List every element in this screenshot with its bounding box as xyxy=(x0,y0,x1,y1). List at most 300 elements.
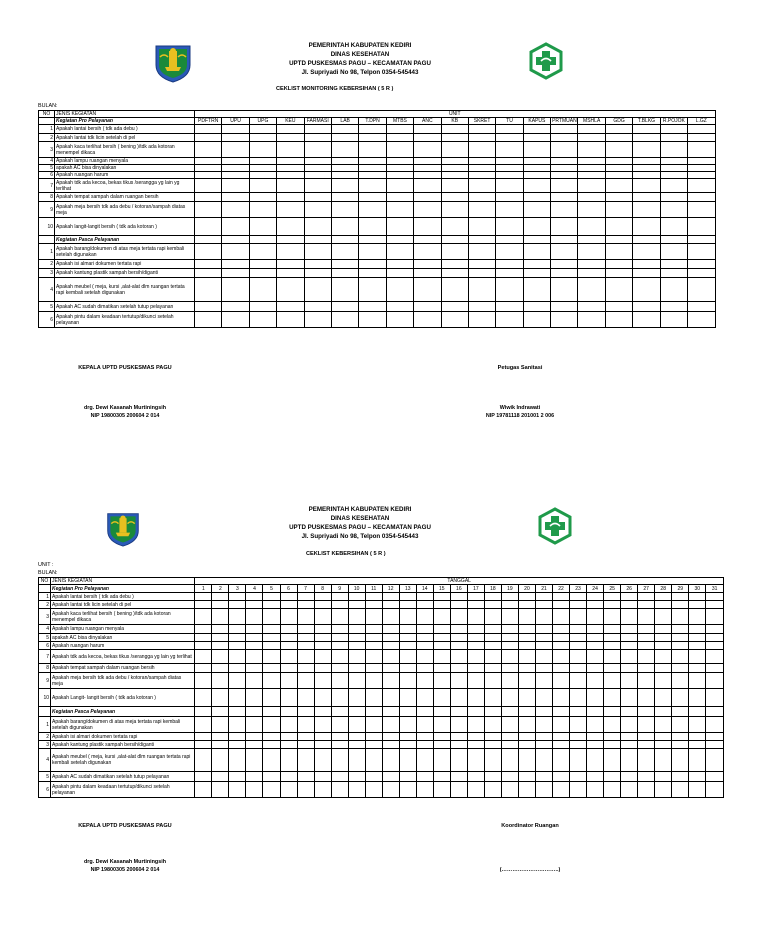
check-cell xyxy=(331,749,348,772)
check-cell xyxy=(638,634,655,642)
check-cell xyxy=(706,650,724,664)
check-cell xyxy=(414,202,441,218)
col-label: 26 xyxy=(621,585,638,593)
form2-title: CEKLIST KEBERSIHAN ( 5 R ) xyxy=(306,551,386,557)
check-cell xyxy=(433,741,450,749)
check-cell xyxy=(348,733,365,741)
check-cell xyxy=(570,772,587,782)
check-cell xyxy=(587,707,604,717)
check-cell xyxy=(263,707,280,717)
check-cell xyxy=(277,179,304,193)
check-cell xyxy=(433,642,450,650)
check-cell xyxy=(551,244,578,260)
check-cell xyxy=(605,202,632,218)
check-cell xyxy=(331,236,358,244)
check-cell xyxy=(359,244,386,260)
check-cell xyxy=(331,782,348,798)
row-activity: Apakah AC sudah dimatikan setelah tutup pelayanan xyxy=(55,302,195,312)
check-cell xyxy=(655,689,672,707)
check-cell xyxy=(382,689,399,707)
check-cell xyxy=(399,609,416,625)
check-cell xyxy=(195,193,222,202)
check-cell xyxy=(633,125,660,134)
kediri-regency-emblem-icon xyxy=(152,43,194,83)
table-row xyxy=(39,664,724,673)
col-label: 21 xyxy=(535,585,552,593)
check-cell xyxy=(414,172,441,179)
row-activity: Apakah barang/dokumen di atas meja tertata rapi kembali setelah digunakan xyxy=(51,717,195,733)
check-cell xyxy=(195,312,222,328)
check-cell xyxy=(633,236,660,244)
check-cell xyxy=(604,782,621,798)
row-activity: Apakah lantai tdk licin setelah di pel xyxy=(55,134,195,142)
check-cell xyxy=(414,236,441,244)
check-cell xyxy=(518,717,535,733)
check-cell xyxy=(331,218,358,236)
check-cell xyxy=(414,269,441,278)
check-cell xyxy=(277,134,304,142)
check-cell xyxy=(450,717,467,733)
check-cell xyxy=(263,642,280,650)
row-activity: Apakah lantai bersih ( tdk ada debu ) xyxy=(55,125,195,134)
check-cell xyxy=(605,312,632,328)
check-cell xyxy=(249,236,276,244)
header-line-1: PEMERINTAH KABUPATEN KEDIRI xyxy=(308,506,412,513)
check-cell xyxy=(416,593,433,601)
check-cell xyxy=(195,601,212,609)
check-cell xyxy=(570,650,587,664)
form1-checklist-table xyxy=(38,110,716,328)
check-cell xyxy=(638,689,655,707)
kediri-regency-emblem-icon xyxy=(104,511,142,547)
check-cell xyxy=(450,782,467,798)
check-cell xyxy=(195,642,212,650)
check-cell xyxy=(314,625,331,634)
check-cell xyxy=(484,689,501,707)
check-cell xyxy=(621,642,638,650)
check-cell xyxy=(382,749,399,772)
check-cell xyxy=(414,278,441,302)
table-row xyxy=(39,244,716,260)
check-cell xyxy=(660,193,687,202)
check-cell xyxy=(304,260,331,269)
check-cell xyxy=(638,707,655,717)
col-label: 30 xyxy=(689,585,706,593)
col-label: 13 xyxy=(399,585,416,593)
check-cell xyxy=(246,707,263,717)
check-cell xyxy=(672,689,689,707)
check-cell xyxy=(633,158,660,165)
col-jenis-header: JENIS KEGIATAN xyxy=(51,578,195,585)
check-cell xyxy=(399,717,416,733)
row-number: 1 xyxy=(39,244,55,260)
check-cell xyxy=(277,125,304,134)
check-cell xyxy=(433,707,450,717)
check-cell xyxy=(660,172,687,179)
check-cell xyxy=(195,673,212,689)
check-cell xyxy=(359,142,386,158)
col-label: ANC xyxy=(414,118,441,125)
check-cell xyxy=(706,733,724,741)
check-cell xyxy=(655,707,672,717)
check-cell xyxy=(450,609,467,625)
check-cell xyxy=(359,302,386,312)
check-cell xyxy=(433,650,450,664)
table-row xyxy=(39,165,716,172)
row-number: 3 xyxy=(39,142,55,158)
check-cell xyxy=(229,689,246,707)
check-cell xyxy=(331,741,348,749)
check-cell xyxy=(331,772,348,782)
check-cell xyxy=(706,772,724,782)
check-cell xyxy=(570,642,587,650)
col-group-header: UNIT xyxy=(195,111,716,118)
check-cell xyxy=(365,741,382,749)
check-cell xyxy=(496,134,523,142)
check-cell xyxy=(195,689,212,707)
check-cell xyxy=(263,741,280,749)
check-cell xyxy=(304,278,331,302)
check-cell xyxy=(484,601,501,609)
header-line-4: Jl. Supriyadi No 98, Telpon 0354-545443 xyxy=(301,69,419,76)
check-cell xyxy=(496,236,523,244)
check-cell xyxy=(441,244,468,260)
col-label: 24 xyxy=(587,585,604,593)
check-cell xyxy=(467,664,484,673)
check-cell xyxy=(359,278,386,302)
check-cell xyxy=(441,165,468,172)
row-activity: Apakah tdk ada kecoa, bekas tikus /serangga yg lain yg terlihat xyxy=(55,179,195,193)
check-cell xyxy=(587,593,604,601)
check-cell xyxy=(655,749,672,772)
check-cell xyxy=(518,593,535,601)
check-cell xyxy=(535,609,552,625)
col-no-header: NO xyxy=(39,578,51,585)
row-number: 5 xyxy=(39,634,51,642)
check-cell xyxy=(441,202,468,218)
check-cell xyxy=(672,601,689,609)
row-activity: Apakah kantung plastik sampah bersih/diganti xyxy=(55,269,195,278)
table-row xyxy=(39,634,724,642)
table-row xyxy=(39,172,716,179)
check-cell xyxy=(314,733,331,741)
check-cell xyxy=(304,125,331,134)
col-group-header: TANGGAL xyxy=(195,578,724,585)
check-cell xyxy=(365,650,382,664)
row-number: 1 xyxy=(39,125,55,134)
check-cell xyxy=(523,193,550,202)
header-row xyxy=(39,578,724,585)
check-cell xyxy=(689,689,706,707)
check-cell xyxy=(672,717,689,733)
check-cell xyxy=(518,689,535,707)
check-cell xyxy=(246,664,263,673)
check-cell xyxy=(416,673,433,689)
form2-unit-label: UNIT : xyxy=(38,562,54,568)
check-cell xyxy=(246,749,263,772)
check-cell xyxy=(277,302,304,312)
col-label: 23 xyxy=(570,585,587,593)
check-cell xyxy=(433,673,450,689)
check-cell xyxy=(277,260,304,269)
check-cell xyxy=(518,634,535,642)
check-cell xyxy=(399,601,416,609)
check-cell xyxy=(468,165,495,172)
col-label: L.GZ xyxy=(688,118,716,125)
check-cell xyxy=(386,165,413,172)
check-cell xyxy=(331,142,358,158)
check-cell xyxy=(249,260,276,269)
check-cell xyxy=(359,269,386,278)
check-cell xyxy=(604,642,621,650)
check-cell xyxy=(331,717,348,733)
row-number: 6 xyxy=(39,172,55,179)
check-cell xyxy=(688,278,716,302)
table-row xyxy=(39,125,716,134)
check-cell xyxy=(314,782,331,798)
check-cell xyxy=(535,642,552,650)
check-cell xyxy=(468,236,495,244)
col-label: 25 xyxy=(604,585,621,593)
check-cell xyxy=(501,593,518,601)
table-row xyxy=(39,158,716,165)
check-cell xyxy=(518,601,535,609)
check-cell xyxy=(386,142,413,158)
check-cell xyxy=(689,634,706,642)
check-cell xyxy=(280,717,297,733)
row-activity: Apakah kaca terlihat bersih ( bening )/tdk ada kotoran menempel dikaca xyxy=(55,142,195,158)
check-cell xyxy=(468,142,495,158)
row-activity: Apakah pintu dalam keadaan tertutup/dikunci setelah pelayanan xyxy=(55,312,195,328)
check-cell xyxy=(688,236,716,244)
check-cell xyxy=(578,312,605,328)
check-cell xyxy=(386,302,413,312)
check-cell xyxy=(655,673,672,689)
table-row xyxy=(39,202,716,218)
table-row xyxy=(39,772,724,782)
check-cell xyxy=(570,625,587,634)
check-cell xyxy=(660,142,687,158)
table-row xyxy=(39,609,724,625)
col-label: 20 xyxy=(518,585,535,593)
check-cell xyxy=(249,244,276,260)
check-cell xyxy=(246,733,263,741)
puskesmas-cross-icon xyxy=(536,507,574,545)
check-cell xyxy=(331,707,348,717)
check-cell xyxy=(416,650,433,664)
check-cell xyxy=(414,193,441,202)
check-cell xyxy=(365,707,382,717)
table-row xyxy=(39,218,716,236)
check-cell xyxy=(314,749,331,772)
check-cell xyxy=(578,244,605,260)
check-cell xyxy=(246,625,263,634)
check-cell xyxy=(441,158,468,165)
check-cell xyxy=(331,312,358,328)
check-cell xyxy=(212,741,229,749)
check-cell xyxy=(359,312,386,328)
check-cell xyxy=(501,689,518,707)
row-number: 2 xyxy=(39,260,55,269)
check-cell xyxy=(484,634,501,642)
check-cell xyxy=(605,260,632,269)
row-activity: apakah AC bisa dinyalakan xyxy=(55,165,195,172)
check-cell xyxy=(706,707,724,717)
check-cell xyxy=(553,609,570,625)
check-cell xyxy=(706,673,724,689)
check-cell xyxy=(331,179,358,193)
check-cell xyxy=(578,218,605,236)
check-cell xyxy=(501,650,518,664)
check-cell xyxy=(348,673,365,689)
check-cell xyxy=(399,733,416,741)
check-cell xyxy=(195,733,212,741)
col-label: FARMASI xyxy=(304,118,331,125)
check-cell xyxy=(331,278,358,302)
check-cell xyxy=(706,664,724,673)
check-cell xyxy=(523,172,550,179)
check-cell xyxy=(468,172,495,179)
check-cell xyxy=(277,165,304,172)
empty-cell xyxy=(39,118,55,125)
check-cell xyxy=(468,260,495,269)
check-cell xyxy=(578,165,605,172)
check-cell xyxy=(249,134,276,142)
check-cell xyxy=(604,664,621,673)
check-cell xyxy=(195,179,222,193)
section-pasca-label: Kegiatan Pasca Pelayanan xyxy=(51,707,195,717)
row-activity: Apakah lampu ruangan menyala xyxy=(51,625,195,634)
check-cell xyxy=(551,218,578,236)
check-cell xyxy=(365,673,382,689)
col-label: LAB xyxy=(331,118,358,125)
check-cell xyxy=(501,625,518,634)
check-cell xyxy=(467,717,484,733)
check-cell xyxy=(570,741,587,749)
letterhead xyxy=(230,41,490,77)
check-cell xyxy=(660,260,687,269)
col-label: 28 xyxy=(655,585,672,593)
check-cell xyxy=(229,609,246,625)
check-cell xyxy=(688,158,716,165)
check-cell xyxy=(518,707,535,717)
check-cell xyxy=(382,664,399,673)
check-cell xyxy=(249,193,276,202)
check-cell xyxy=(297,689,314,707)
check-cell xyxy=(229,707,246,717)
check-cell xyxy=(314,642,331,650)
check-cell xyxy=(222,179,249,193)
form2-sign-right-blank: (…………………………..) xyxy=(499,867,561,873)
check-cell xyxy=(501,772,518,782)
check-cell xyxy=(523,278,550,302)
check-cell xyxy=(280,673,297,689)
check-cell xyxy=(229,664,246,673)
check-cell xyxy=(441,302,468,312)
empty-cell xyxy=(39,585,51,593)
check-cell xyxy=(535,749,552,772)
check-cell xyxy=(195,125,222,134)
check-cell xyxy=(621,717,638,733)
check-cell xyxy=(518,772,535,782)
check-cell xyxy=(633,142,660,158)
check-cell xyxy=(604,625,621,634)
check-cell xyxy=(414,218,441,236)
check-cell xyxy=(222,142,249,158)
check-cell xyxy=(229,642,246,650)
check-cell xyxy=(249,165,276,172)
empty-cell xyxy=(39,236,55,244)
check-cell xyxy=(263,664,280,673)
check-cell xyxy=(195,236,222,244)
check-cell xyxy=(195,172,222,179)
table-row xyxy=(39,302,716,312)
check-cell xyxy=(314,609,331,625)
check-cell xyxy=(195,302,222,312)
check-cell xyxy=(660,158,687,165)
check-cell xyxy=(578,269,605,278)
check-cell xyxy=(689,664,706,673)
check-cell xyxy=(314,717,331,733)
check-cell xyxy=(621,741,638,749)
check-cell xyxy=(578,278,605,302)
check-cell xyxy=(633,134,660,142)
check-cell xyxy=(523,142,550,158)
check-cell xyxy=(523,218,550,236)
check-cell xyxy=(359,134,386,142)
check-cell xyxy=(518,650,535,664)
check-cell xyxy=(496,302,523,312)
check-cell xyxy=(277,269,304,278)
check-cell xyxy=(501,664,518,673)
check-cell xyxy=(688,202,716,218)
check-cell xyxy=(212,733,229,741)
check-cell xyxy=(246,717,263,733)
check-cell xyxy=(518,673,535,689)
check-cell xyxy=(587,664,604,673)
form2-sign-left-name: drg. Dewi Kasanah Murtiningsih xyxy=(83,859,167,865)
section-row xyxy=(39,236,716,244)
row-activity: Apakah isi almari dokumen tertata rapi xyxy=(51,733,195,741)
check-cell xyxy=(553,634,570,642)
check-cell xyxy=(382,601,399,609)
check-cell xyxy=(331,193,358,202)
check-cell xyxy=(468,278,495,302)
check-cell xyxy=(314,772,331,782)
check-cell xyxy=(331,134,358,142)
check-cell xyxy=(501,707,518,717)
check-cell xyxy=(450,601,467,609)
check-cell xyxy=(633,244,660,260)
check-cell xyxy=(433,593,450,601)
check-cell xyxy=(229,625,246,634)
check-cell xyxy=(195,625,212,634)
check-cell xyxy=(484,673,501,689)
check-cell xyxy=(263,717,280,733)
check-cell xyxy=(222,218,249,236)
check-cell xyxy=(331,689,348,707)
check-cell xyxy=(467,593,484,601)
check-cell xyxy=(195,218,222,236)
table-row xyxy=(39,312,716,328)
check-cell xyxy=(587,650,604,664)
check-cell xyxy=(468,179,495,193)
row-activity: Apakah pintu dalam keadaan tertutup/dikunci setelah pelayanan xyxy=(51,782,195,798)
col-label: 2 xyxy=(212,585,229,593)
form1-sign-right-nip: NIP 19781118 201001 2 006 xyxy=(485,413,555,419)
check-cell xyxy=(280,634,297,642)
check-cell xyxy=(297,625,314,634)
